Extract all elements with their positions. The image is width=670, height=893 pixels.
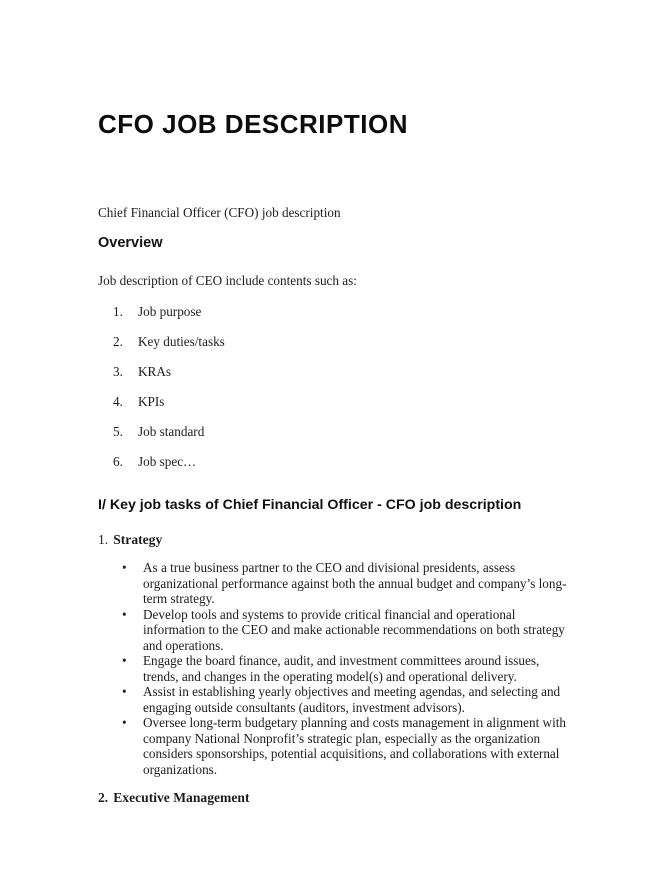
bullet-item: • Oversee long-term budgetary planning and costs management in alignment with company National Nonprofit’s strategic plan, especially as the organization considers sponsorships, potential acquisitions, and collaborations with external organizations. <box>98 715 572 777</box>
strategy-bullet-list <box>98 560 572 777</box>
document-title: CFO JOB DESCRIPTION <box>98 109 408 139</box>
section-title: Strategy <box>113 532 163 547</box>
section-title: Executive Management <box>113 790 250 805</box>
document-subtitle: Chief Financial Officer (CFO) job description <box>98 205 341 220</box>
bullet-item: • Develop tools and systems to provide critical financial and operational information to the CEO and make actionable recommendations on both strategy and operations. <box>98 607 572 654</box>
overview-heading: Overview <box>98 235 163 251</box>
section-heading-strategy <box>98 532 572 548</box>
overview-intro: Job description of CEO include contents such as: <box>98 273 357 288</box>
section-number: 1. <box>98 532 109 547</box>
bullet-item: • Assist in establishing yearly objectives and meeting agendas, and selecting and engaging outside consultants (auditors, investment advisors). <box>98 684 572 715</box>
bullet-item: • As a true business partner to the CEO and divisional presidents, assess organizational performance against both the annual budget and company’s long-term strategy. <box>98 560 572 607</box>
contents-item-kpis: KPIs <box>138 394 165 409</box>
contents-item-key-duties: Key duties/tasks <box>138 334 225 349</box>
bullet-item: • Engage the board finance, audit, and investment committees around issues, trends, and changes in the operating model(s) and operational delivery. <box>98 653 572 684</box>
key-tasks-heading: I/ Key job tasks of Chief Financial Officer - CFO job description <box>98 497 522 513</box>
section-heading-executive-management <box>98 790 572 806</box>
section-number: 2. <box>98 790 109 805</box>
contents-item-kras: KRAs <box>138 364 171 379</box>
contents-item-job-purpose: Job purpose <box>138 304 202 319</box>
contents-item-job-spec: Job spec… <box>138 454 197 469</box>
contents-list <box>98 304 572 470</box>
contents-item-job-standard: Job standard <box>138 424 205 439</box>
